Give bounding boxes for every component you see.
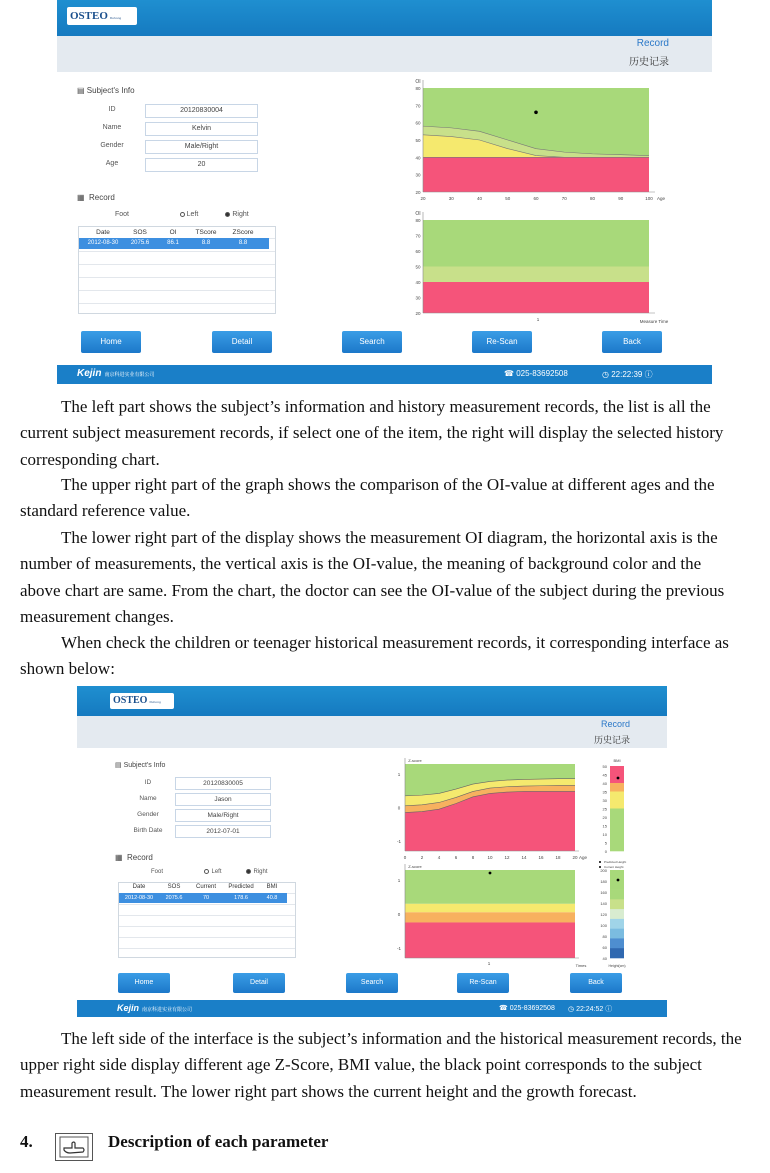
- y-tick-label: 70: [415, 233, 421, 239]
- field-value: 20120830005: [175, 777, 271, 790]
- foot-label: Foot: [150, 869, 163, 875]
- y-axis-label: OI: [415, 211, 421, 217]
- screenshot-child-record: [77, 686, 667, 1017]
- y-tick-label: -1: [396, 945, 402, 951]
- bmi-tick-label: 0: [604, 849, 607, 854]
- info-icon: ▤: [77, 86, 85, 95]
- status-footer: [77, 1000, 667, 1017]
- table-cell: 8.8: [201, 240, 211, 246]
- y-tick-label: 0: [397, 805, 401, 811]
- x-tick-label: 8: [471, 855, 475, 860]
- x-tick-label: 1: [536, 317, 540, 322]
- bmi-tick-label: 50: [602, 764, 607, 769]
- x-tick-label: 2: [420, 855, 424, 860]
- table-cell: 2012-08-30: [87, 240, 119, 246]
- bmi-band: [610, 809, 624, 818]
- button-detail[interactable]: Detail: [212, 331, 272, 353]
- field-label: Gender: [100, 142, 124, 149]
- info-icon: ▤: [115, 762, 122, 769]
- subject-info-title: ▤ Subject's Info: [115, 762, 166, 769]
- height-point: [617, 879, 620, 882]
- bmi-band: [610, 800, 624, 809]
- height-band: [610, 880, 624, 890]
- kejin-logo: Kejin 南京科进实业有限公司: [117, 1003, 193, 1013]
- field-value: Male/Right: [175, 809, 271, 822]
- x-axis-label: Times: [575, 963, 587, 968]
- column-header: Predicted: [228, 884, 254, 890]
- clock-icon: ◷: [602, 370, 609, 379]
- paragraph-3: The lower right part of the display shows the measurement OI diagram, the horizontal axis is the number of measurements, the vertical axis is the OI-value, the meaning of background color and the above chart are same. From the chart, the doctor can see the OI-value of the subject during the previous measurement changes.: [20, 528, 725, 626]
- section-heading-text: Description of each parameter: [108, 1132, 329, 1151]
- field-label: Birth Date: [133, 827, 163, 834]
- height-band: [610, 909, 624, 919]
- record-icon: ▦: [77, 193, 85, 202]
- x-tick-label: 30: [448, 196, 454, 201]
- height-tick-label: 180: [600, 879, 607, 884]
- record-icon: ▦: [115, 853, 123, 862]
- table-cell: 40.8: [266, 895, 278, 901]
- x-tick-label: 40: [476, 196, 483, 201]
- paragraph-2: The upper right part of the graph shows the comparison of the OI-value at different ages and the standard reference value.: [20, 475, 715, 521]
- help-icon[interactable]: ⓘ: [605, 1006, 613, 1013]
- y-tick-label: 50: [415, 138, 421, 143]
- y-tick-label: 60: [415, 249, 421, 254]
- field-label: Gender: [137, 811, 159, 818]
- phone-icon: ☎: [499, 1005, 508, 1012]
- x-tick-label: 16: [538, 855, 544, 860]
- button-search[interactable]: Search: [342, 331, 402, 353]
- height-band: [610, 938, 624, 948]
- table-cell: 178.6: [234, 895, 248, 901]
- foot-right-radio[interactable]: Right: [237, 869, 277, 875]
- bmi-tick-label: 35: [602, 789, 607, 795]
- field-value: Jason: [175, 793, 271, 806]
- height-title: Height(cm): [608, 964, 626, 968]
- bmi-tick-label: 10: [602, 832, 607, 837]
- record-link[interactable]: Record: [600, 719, 630, 729]
- legend-current-label: Current Height: [604, 865, 624, 869]
- paragraph-5: The left side of the interface is the subject’s information and the historical measurement records, the upper right side display different age Z-Score, BMI value, the black point corresponds to the subject measurement result. The lower right part shows the current height and the growth forecast.: [20, 1029, 742, 1101]
- x-tick-label: 6: [454, 855, 458, 860]
- oi-band-2: [423, 220, 649, 267]
- y-tick-label: 40: [415, 155, 421, 161]
- band-orange: [405, 912, 575, 922]
- button-back[interactable]: Back: [602, 331, 662, 353]
- hand-pointer-icon: [55, 1133, 93, 1161]
- button-rescan[interactable]: Re-Scan: [457, 973, 509, 993]
- field-value: 20120830004: [145, 104, 258, 118]
- foot-left-radio[interactable]: Left: [169, 211, 209, 218]
- band-green: [405, 870, 575, 904]
- section-heading: 4.: [20, 1132, 33, 1151]
- field-label: ID: [108, 106, 116, 113]
- y-tick-label: 80: [415, 86, 421, 91]
- column-header: SOS: [167, 884, 181, 890]
- phone-number: ☎ 025-83692508: [499, 1005, 555, 1012]
- area-band-2: [423, 157, 649, 192]
- foot-left-radio[interactable]: Left: [195, 869, 231, 875]
- x-tick-label: 70: [561, 196, 567, 201]
- y-tick-label: 20: [415, 311, 421, 316]
- screenshot-adult-record: [57, 0, 712, 384]
- kejin-logo: Kejin 南京科进实业有限公司: [77, 368, 155, 379]
- clock: ◷ 22:24:52 ⓘ: [568, 1006, 613, 1013]
- x-tick-label: 1: [487, 961, 491, 966]
- height-band: [610, 948, 624, 958]
- oi-band-0: [423, 282, 649, 313]
- button-back[interactable]: Back: [570, 973, 622, 993]
- button-home[interactable]: Home: [118, 973, 170, 993]
- column-header: SOS: [133, 229, 147, 236]
- record-title: ▦ Record: [115, 853, 153, 862]
- field-value: Kelvin: [145, 122, 258, 136]
- y-tick-label: 60: [415, 120, 421, 126]
- y-axis-label: OI: [415, 79, 421, 85]
- column-header: BMI: [266, 884, 278, 890]
- y-tick-label: 50: [415, 264, 421, 270]
- column-header: Date: [132, 884, 146, 890]
- clock-icon: ◷: [568, 1006, 575, 1013]
- help-icon[interactable]: ⓘ: [644, 370, 653, 379]
- x-tick-label: 0: [403, 855, 407, 860]
- bmi-band: [610, 826, 624, 835]
- history-label: 历史记录: [593, 735, 630, 745]
- x-tick-label: 100: [645, 196, 653, 201]
- field-value: 20: [145, 158, 258, 172]
- column-header: Date: [96, 229, 110, 236]
- height-tick-label: 140: [600, 901, 607, 906]
- bmi-point: [617, 777, 620, 780]
- paragraph-4: When check the children or teenager historical measurement records, it corresponding interface as shown below:: [20, 633, 729, 679]
- table-cell: 2075.6: [130, 240, 150, 246]
- zscore-bmi-height-charts: [77, 686, 667, 976]
- bmi-band: [610, 834, 624, 843]
- column-header: Current: [195, 884, 216, 890]
- height-tick-label: 100: [600, 923, 607, 928]
- zscore-title: Z-score: [408, 758, 422, 763]
- y-tick-label: 70: [415, 103, 421, 109]
- bmi-band: [610, 766, 624, 775]
- x-tick-label: 12: [504, 855, 510, 860]
- height-band: [610, 890, 624, 900]
- bmi-tick-label: 25: [602, 806, 607, 812]
- field-label: Name: [102, 124, 122, 131]
- osteo-logo: OSTEO Ruhong: [110, 693, 174, 709]
- phone-number: ☎ 025-83692508: [504, 369, 568, 378]
- height-band: [610, 919, 624, 929]
- field-value: 2012-07-01: [175, 825, 271, 838]
- x-axis-label: Age: [578, 855, 588, 860]
- y-tick-label: 1: [397, 878, 401, 884]
- y-tick-label: 80: [415, 218, 421, 223]
- y-tick-label: 40: [415, 280, 421, 285]
- bmi-tick-label: 40: [602, 781, 607, 786]
- x-tick-label: 10: [487, 855, 493, 860]
- record-link[interactable]: Record: [636, 38, 669, 49]
- x-tick-label: 50: [505, 196, 511, 201]
- x-axis-label: Age: [656, 196, 666, 201]
- y-tick-label: 30: [415, 295, 421, 301]
- x-tick-label: 20: [572, 855, 578, 860]
- table-cell: 8.8: [238, 240, 248, 246]
- height-tick-label: 80: [602, 934, 607, 939]
- bmi-tick-label: 20: [602, 815, 607, 820]
- x-tick-label: 14: [521, 855, 527, 860]
- legend-predicted-dot: [599, 861, 601, 863]
- button-detail[interactable]: Detail: [233, 973, 285, 993]
- clock: ◷ 22:22:39 ⓘ: [602, 370, 653, 379]
- band-yellow: [405, 904, 575, 912]
- status-footer: [57, 365, 712, 384]
- bmi-band: [610, 792, 624, 801]
- height-band: [610, 929, 624, 939]
- x-tick-label: 60: [533, 196, 539, 201]
- bmi-band: [610, 783, 624, 792]
- field-label: Age: [105, 160, 119, 167]
- y-tick-label: 20: [415, 190, 421, 195]
- oi-band-1: [423, 267, 649, 283]
- height-tick-label: 120: [600, 912, 607, 917]
- column-header: TScore: [195, 229, 217, 236]
- field-label: Name: [139, 795, 157, 802]
- band-red: [405, 922, 575, 958]
- field-label: ID: [144, 779, 152, 786]
- column-header: OI: [169, 229, 177, 236]
- x-tick-label: 90: [618, 196, 624, 201]
- x-tick-label: 18: [555, 855, 561, 860]
- bmi-tick-label: 45: [602, 772, 607, 778]
- foot-label: Foot: [114, 211, 129, 218]
- bmi-band: [610, 817, 624, 826]
- foot-right-radio[interactable]: Right: [217, 211, 257, 218]
- height-tick-label: 200: [600, 868, 607, 873]
- button-rescan[interactable]: Re-Scan: [472, 331, 532, 353]
- legend-predicted-label: Predicted Height: [604, 860, 627, 864]
- height-tick-label: 160: [600, 890, 607, 895]
- bmi-tick-label: 30: [602, 798, 607, 803]
- zscore-point: [489, 872, 492, 875]
- bmi-band: [610, 843, 624, 852]
- table-cell: 2012-08-30: [124, 895, 154, 901]
- y-tick-label: 30: [415, 172, 421, 178]
- x-tick-label: 80: [589, 196, 596, 201]
- height-tick-label: 40: [602, 956, 607, 961]
- paragraph-1: The left part shows the subject’s information and history measurement records, the list is all the current subject measurement records, if select one of the item, the right will display the selected history corresponding chart.: [20, 397, 724, 469]
- table-cell: 70: [202, 895, 210, 901]
- table-cell: 2075.6: [165, 895, 183, 901]
- y-tick-label: 0: [397, 912, 401, 917]
- oi-age-chart: [57, 0, 712, 330]
- measurement-point: [534, 110, 538, 114]
- x-axis-label: Measure Time: [639, 319, 669, 324]
- column-header: ZScore: [232, 229, 254, 236]
- x-tick-label: 20: [420, 196, 426, 201]
- x-tick-label: 4: [437, 855, 441, 860]
- zscore-title: Z-score: [408, 864, 422, 869]
- phone-icon: ☎: [504, 369, 514, 378]
- osteo-logo: OSTEO Ruhong: [67, 7, 137, 25]
- height-band: [610, 870, 624, 880]
- button-search[interactable]: Search: [346, 973, 398, 993]
- history-label: 历史记录: [629, 57, 669, 68]
- height-tick-label: 60: [602, 945, 607, 950]
- bmi-title: BMI: [613, 758, 621, 763]
- button-home[interactable]: Home: [81, 331, 141, 353]
- subject-info-title: ▤ Subject's Info: [77, 86, 135, 95]
- record-title: ▦ Record: [77, 193, 115, 202]
- bmi-tick-label: 15: [602, 823, 607, 829]
- height-band: [610, 899, 624, 909]
- y-tick-label: 1: [397, 772, 401, 778]
- field-value: Male/Right: [145, 140, 258, 154]
- table-cell: 86.1: [167, 240, 179, 246]
- y-tick-label: -1: [396, 838, 402, 844]
- bmi-tick-label: 5: [604, 840, 607, 846]
